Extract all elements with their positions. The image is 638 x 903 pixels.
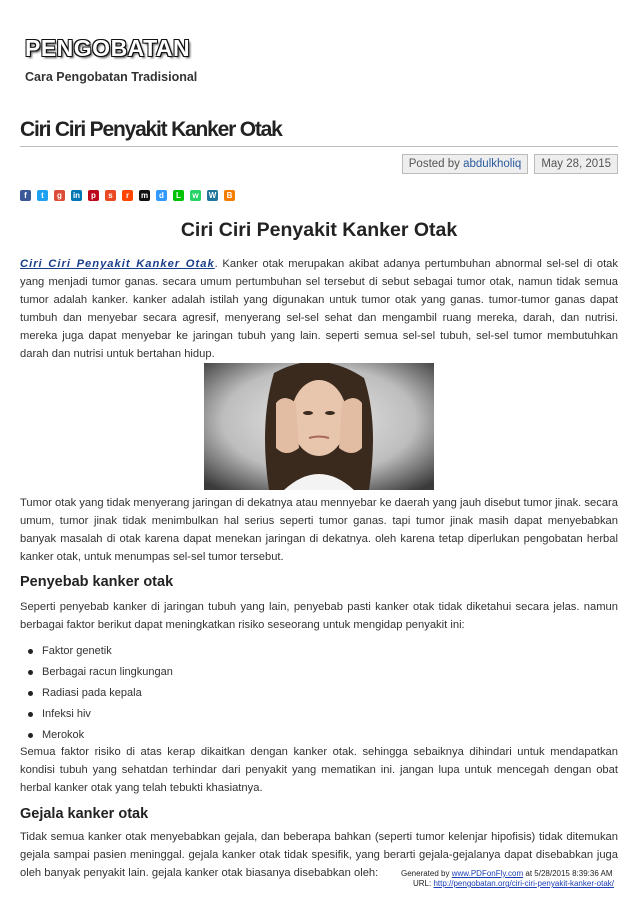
share-bar xyxy=(20,190,235,201)
article-heading: Ciri Ciri Penyakit Kanker Otak xyxy=(180,219,458,241)
posted-by-label: Posted by xyxy=(408,158,460,170)
paragraph-risk-summary: Semua faktor risiko di atas kerap dikaitkan dengan kanker otak. sehingga sebaiknya dihindari untuk mendapatkan kondisi tubuh yang sehatdan terhindar dari penyakit yang mematikan ini. jangan lupa untuk mencegah dengan obat herbal kanker otak yang telah tebukti khasiatnya. xyxy=(20,746,618,794)
risk-factor-list xyxy=(20,644,173,749)
posted-by-badge xyxy=(402,154,529,174)
facebook-icon[interactable]: f xyxy=(20,190,31,201)
generated-suffix: at 5/28/2015 8:39:36 AM xyxy=(525,869,613,878)
whatsapp-icon[interactable]: w xyxy=(190,190,201,201)
site-tagline: Cara Pengobatan Tradisional xyxy=(25,70,198,84)
article-title-link[interactable]: Ciri Ciri Penyakit Kanker Otak xyxy=(20,258,215,270)
google-plus-icon[interactable]: g xyxy=(54,190,65,201)
list-item: Radiasi pada kepala xyxy=(34,686,173,707)
author-link[interactable]: abdulkholiq xyxy=(463,158,522,170)
woman-headache-photo xyxy=(204,363,434,490)
site-title[interactable]: PENGOBATAN xyxy=(25,35,191,61)
delicious-icon[interactable]: d xyxy=(156,190,167,201)
list-item: Merokok xyxy=(34,728,173,749)
post-title: Ciri Ciri Penyakit Kanker Otak xyxy=(20,118,282,141)
source-url-link[interactable]: http://pengobatan.org/ciri-ciri-penyakit-kanker-otak/ xyxy=(433,879,614,888)
url-label: URL: xyxy=(413,879,432,888)
list-item: Infeksi hiv xyxy=(34,707,173,728)
list-item: Berbagai racun lingkungan xyxy=(34,665,173,686)
blogger-icon[interactable]: B xyxy=(224,190,235,201)
paragraph-penyebab: Seperti penyebab kanker di jaringan tubuh yang lain, penyebab pasti kanker otak tidak diketahui secara jelas. namun berbagai faktor berikut dapat meningkatkan risiko seseorang untuk mengidap penyakit ini: xyxy=(20,601,618,631)
article-image xyxy=(204,363,434,490)
post-date-badge: May 28, 2015 xyxy=(534,154,618,174)
twitter-icon[interactable]: t xyxy=(37,190,48,201)
generated-prefix: Generated by xyxy=(401,869,450,878)
myspace-icon[interactable]: m xyxy=(140,190,149,200)
stumbleupon-icon[interactable]: s xyxy=(105,190,116,201)
reddit-icon[interactable]: r xyxy=(122,190,133,201)
pinterest-icon[interactable]: p xyxy=(88,190,99,201)
title-divider xyxy=(20,146,618,147)
heading-gejala: Gejala kanker otak xyxy=(20,806,149,822)
wordpress-icon[interactable]: W xyxy=(208,190,217,200)
line-icon[interactable]: L xyxy=(173,190,184,201)
pdf-footer xyxy=(401,869,614,889)
intro-paragraph xyxy=(20,255,618,363)
post-meta xyxy=(402,154,618,174)
heading-penyebab: Penyebab kanker otak xyxy=(20,574,174,590)
site-header xyxy=(25,35,197,84)
list-item: Faktor genetik xyxy=(34,644,173,665)
paragraph-benign-tumor: Tumor otak yang tidak menyerang jaringan di dekatnya atau mennyebar ke daerah yang jauh disebut tumor jinak. secara umum, tumor jinak tidak menimbulkan hal serius seperti tumor ganas. tapi tumor jinak masih dapat menyebabkan banyak masalah di otak karena dapat menekan jaringan di dekatnya. oleh karena tetap diperlukan pengobatan herbal kanker otak, untuk menumpas sel-sel tumor tersebut. xyxy=(20,497,618,563)
generator-link[interactable]: www.PDFonFly.com xyxy=(451,869,524,878)
linkedin-icon[interactable]: in xyxy=(72,190,81,200)
intro-text: . Kanker otak merupakan akibat adanya pertumbuhan abnormal sel-sel di otak yang menjadi tumor ganas. secara umum pertumbuhan sel tersebut di sebut sebagai tumor otak, namun tidak semua tumor adalah kanker. kanker adalah istilah yang digunakan untuk tumor otak yang ganas. tumor-tumor ganas dapat tumbuh dan menyebar secara agresif, menyerang sel-sel sehat dan mengambil ruang mereka, darah, dan nutrisi. mereka juga dapat menyebar ke jaringan tubuh yang lain. seperti semua sel-sel tubuh, sel-sel tumor membutuhkan darah dan nutrisi untuk bertahan hidup. xyxy=(20,258,619,360)
paragraph-gejala: Tidak semua kanker otak menyebabkan gejala, dan beberapa bahkan (seperti tumor kelenjar hipofisis) tidak ditemukan gejala sampai pasien meninggal. gejala kanker otak tidak spesifik, yang berarti gejala-gejalanya dapat disebabkan juga oleh banyak penyakit lain. gejala kanker otak biasanya disebabkan oleh: xyxy=(20,831,618,879)
